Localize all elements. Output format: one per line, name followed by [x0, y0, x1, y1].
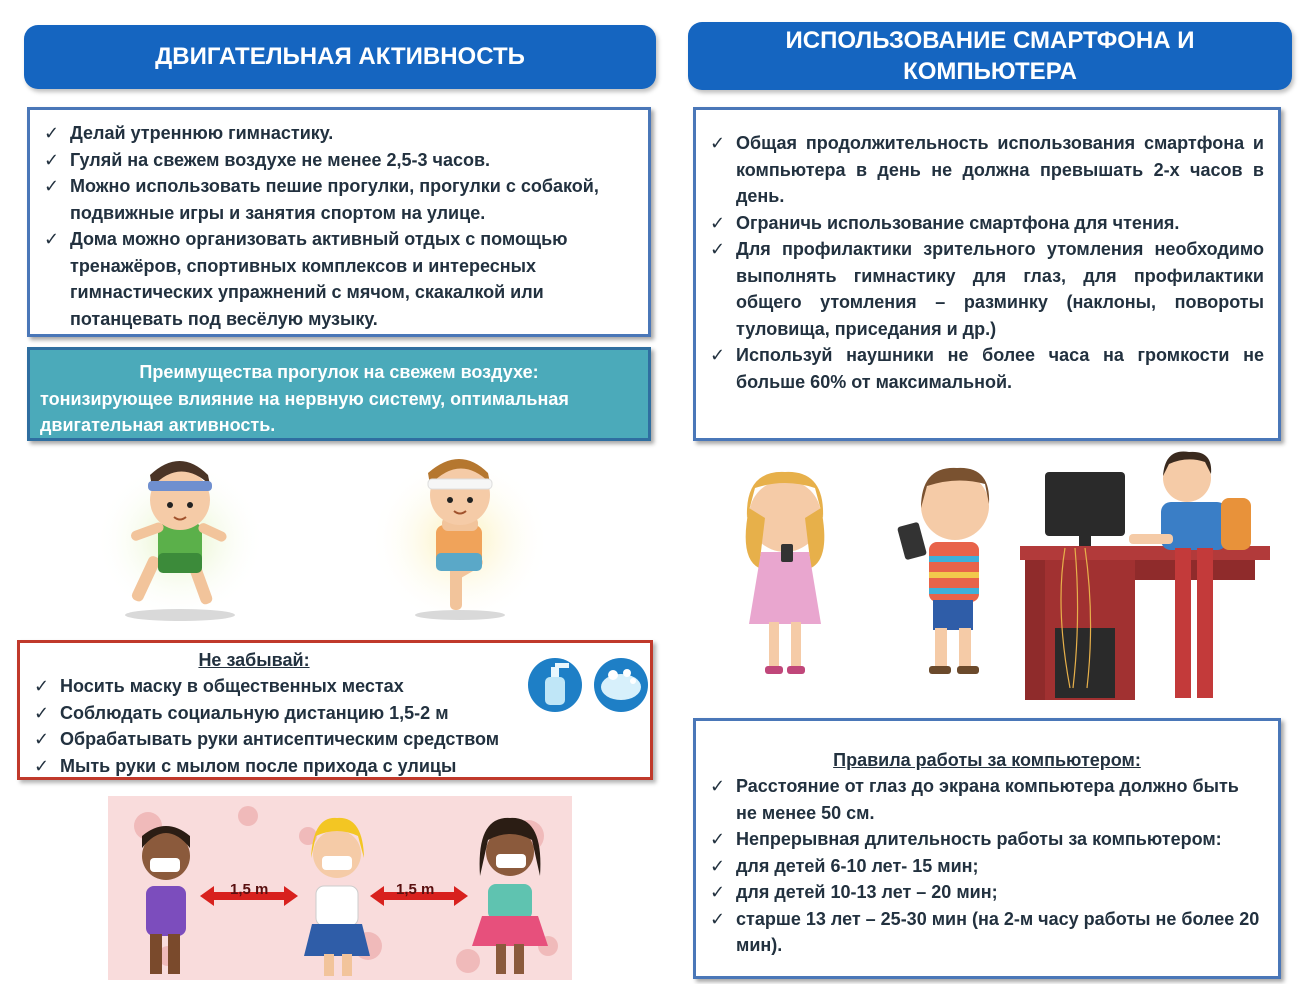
hand-washing-icon [591, 653, 651, 713]
kids-devices-illustration [725, 448, 1285, 708]
right-banner [688, 22, 1292, 90]
list-item: ✓ Расстояние от глаз до экрана компьютера должно быть не менее 50 см. [710, 773, 1264, 826]
list-item: ✓ для детей 6-10 лет- 15 мин; [710, 853, 1264, 880]
list-item: ✓ Обрабатывать руки антисептическим средством [34, 726, 640, 753]
check-icon: ✓ [44, 229, 60, 249]
check-icon: ✓ [710, 855, 726, 876]
check-icon: ✓ [44, 149, 60, 170]
list-item: ✓ Для профилактики зрительного утомления необходимо выполнять гимнастику для глаз, для профилактики общего утомления – разминку (наклоны, повороты туловища, приседания и др.) [710, 236, 1264, 342]
activity-list [44, 120, 634, 332]
benefits-box [27, 347, 651, 441]
list-item: ✓ для детей 10-13 лет – 20 мин; [710, 879, 1264, 906]
list-item: ✓ Делай утреннюю гимнастику. [44, 120, 634, 147]
check-icon: ✓ [710, 829, 726, 849]
list-item: ✓ Ограничь использование смартфона для чтения. [710, 210, 1264, 237]
benefits-title: Преимущества прогулок на свежем воздухе: [139, 362, 539, 382]
reminder-heading: Не забывай: [198, 650, 310, 670]
rules-heading: Правила работы за компьютером: [833, 750, 1141, 770]
check-icon: ✓ [44, 123, 60, 143]
devices-list [710, 130, 1264, 395]
list-item: ✓ Мыть руки с мылом после прихода с улицы [34, 753, 640, 780]
list-item: ✓ Используй наушники не более часа на громкости не больше 60% от максимальной. [710, 342, 1264, 395]
list-item: ✓ Можно использовать пешие прогулки, прогулки с собакой, подвижные игры и занятия спортом на улице. [44, 173, 634, 226]
check-icon: ✓ [710, 882, 726, 902]
check-icon: ✓ [710, 239, 726, 259]
list-item: ✓ Непрерывная длительность работы за компьютером: [710, 826, 1264, 853]
list-item: ✓ Дома можно организовать активный отдых с помощью тренажёров, спортивных комплексов и интересных гимнастических упражнений с мячом, скакалкой или потанцевать под весёлую музыку. [44, 226, 634, 332]
check-icon: ✓ [710, 133, 726, 153]
list-item: ✓ Гуляй на свежем воздухе не менее 2,5-3 часов. [44, 147, 634, 174]
check-icon: ✓ [34, 676, 50, 696]
activity-box [27, 107, 651, 337]
distance-label-2: 1,5 m [396, 881, 435, 898]
check-icon: ✓ [34, 702, 50, 723]
list-item: ✓ Общая продолжительность использования смартфона и компьютера в день не должна превышать 2-х часов в день. [710, 130, 1264, 210]
right-banner-title-line1: ИСПОЛЬЗОВАНИЕ СМАРТФОНА И [785, 26, 1195, 54]
left-banner [24, 25, 656, 89]
check-icon: ✓ [710, 776, 726, 796]
devices-box [693, 107, 1281, 441]
reminder-box [17, 640, 653, 780]
check-icon: ✓ [710, 908, 726, 929]
list-item: ✓ Носить маску в общественных местах [34, 673, 640, 700]
kids-exercising-illustration [90, 445, 560, 625]
check-icon: ✓ [44, 176, 60, 196]
check-icon: ✓ [710, 212, 726, 233]
list-item: ✓ старше 13 лет – 25-30 мин (на 2-м часу работы не более 20 мин). [710, 906, 1264, 959]
check-icon: ✓ [34, 729, 50, 749]
computer-rules-box [693, 718, 1281, 979]
distance-label-1: 1,5 m [230, 881, 269, 898]
benefits-text: тонизирующее влияние на нервную систему, оптимальная двигательная активность. [40, 388, 569, 435]
check-icon: ✓ [34, 755, 50, 776]
social-distance-illustration [108, 796, 572, 980]
sanitizer-icon [525, 653, 585, 713]
right-banner-title-line2: КОМПЬЮТЕРА [903, 58, 1077, 85]
list-item: ✓ Соблюдать социальную дистанцию 1,5-2 м [34, 700, 640, 727]
rules-list [710, 773, 1264, 959]
left-banner-title: ДВИГАТЕЛЬНАЯ АКТИВНОСТЬ [155, 43, 525, 71]
check-icon: ✓ [710, 345, 726, 365]
